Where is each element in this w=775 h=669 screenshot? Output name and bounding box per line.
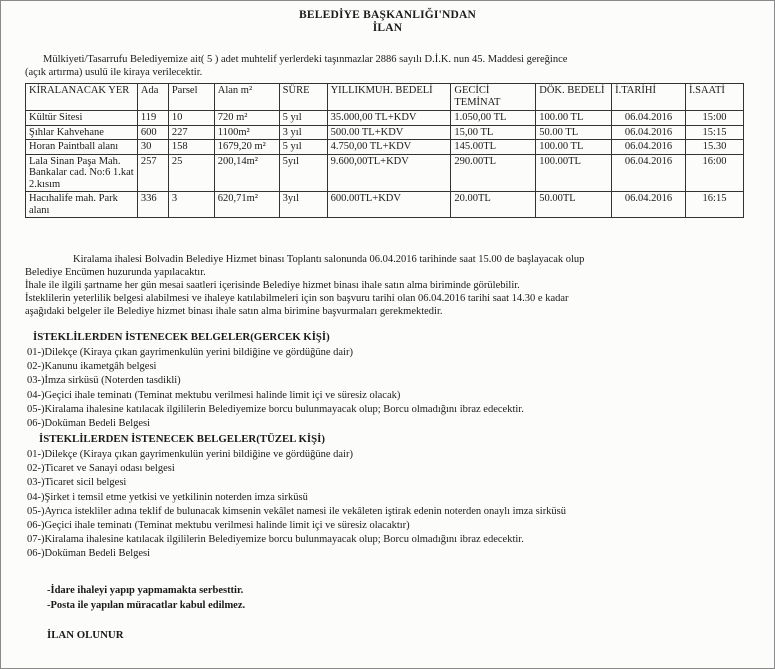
table-cell: 500.00 TL+KDV: [327, 125, 451, 140]
column-header: GECİCİ TEMİNAT: [451, 84, 536, 111]
table-cell: 9.600,00TL+KDV: [327, 154, 451, 192]
table-header-row: [26, 84, 744, 111]
table-row: [26, 154, 744, 192]
table-cell: 10: [168, 111, 214, 126]
table-cell: 620,71m²: [214, 192, 279, 218]
closing-statement: İLAN OLUNUR: [47, 629, 124, 641]
table-cell: 06.04.2016: [612, 192, 686, 218]
table-cell: 15.30: [686, 140, 744, 155]
tender-info-line: İhale ile ilgili şartname her gün mesai saatleri içerisinde Belediye hizmet binası ihale satın alma biriminde görülebilir.: [25, 280, 520, 291]
real-person-documents-list: [27, 346, 747, 431]
table-cell: Şıhlar Kahvehane: [26, 125, 138, 140]
table-cell: 100.00 TL: [536, 111, 612, 126]
list-item: 04-)Şirket i temsil etme yetkisi ve yetkilinin noterden imza sirküsü: [27, 491, 308, 503]
table-cell: 257: [137, 154, 168, 192]
table-cell: 3yıl: [279, 192, 327, 218]
table-cell: Hacıhalife mah. Park alanı: [26, 192, 138, 218]
table-cell: 600.00TL+KDV: [327, 192, 451, 218]
table-cell: Kültür Sitesi: [26, 111, 138, 126]
legal-entity-documents-list: [27, 448, 747, 562]
list-item: 07-)Kiralama ihalesine katılacak ilgililerin Belediyemize borcu bulunmayacak olup; Borcu olmadığını ibraz edecektir.: [27, 534, 524, 546]
table-cell: 5 yıl: [279, 111, 327, 126]
table-cell: 336: [137, 192, 168, 218]
table-cell: 600: [137, 125, 168, 140]
section-title-real-person: İSTEKLİLERDEN İSTENECEK BELGELER(GERCEK KİŞİ): [33, 331, 330, 343]
column-header: KİRALANACAK YER: [26, 84, 138, 111]
table-cell: 4.750,00 TL+KDV: [327, 140, 451, 155]
tender-info-line: Belediye Encümen huzurunda yapılacaktır.: [25, 267, 206, 278]
table-cell: 16:15: [686, 192, 744, 218]
intro-paragraph: [25, 53, 760, 79]
table-row: [26, 125, 744, 140]
table-cell: 50.00TL: [536, 192, 612, 218]
table-cell: Horan Paintball alanı: [26, 140, 138, 155]
table-cell: 06.04.2016: [612, 111, 686, 126]
list-item: 05-)Ayrıca istekliler adına teklif de bulunacak kimsenin vekâlet namesi ile vekâleten iştirak edenin noterden onaylı imza sirküsü: [27, 505, 567, 517]
table-row: [26, 192, 744, 218]
note-line: -Posta ile yapılan müracatlar kabul edilmez.: [47, 599, 246, 611]
table-cell: 158: [168, 140, 214, 155]
table-cell: 06.04.2016: [612, 154, 686, 192]
table-cell: 5yıl: [279, 154, 327, 192]
table-cell: 200,14m²: [214, 154, 279, 192]
intro-line: Mülkiyeti/Tasarrufu Belediyemize ait( 5 ) adet muhtelif yerlerdeki taşınmazlar 2886 sayılı D.İ.K. nun 45. Maddesi gereğince: [43, 54, 568, 65]
table-cell: 35.000,00 TL+KDV: [327, 111, 451, 126]
table-cell: 100.00TL: [536, 154, 612, 192]
intro-line: (açık artırma) usulü ile kiraya verilecektir.: [25, 67, 203, 78]
column-header: Alan m²: [214, 84, 279, 111]
table-cell: 20.00TL: [451, 192, 536, 218]
list-item: 06-)Geçici ihale teminatı (Teminat mektubu verilmesi halinde limit içi ve süresiz olacaktır): [27, 519, 410, 531]
tender-info-line: İsteklilerin yeterlilik belgesi alabilmesi ve ihaleye katılabilmeleri için son başvuru tarihi olan 06.04.2016 tarihi saat 14.30 e kadar: [25, 293, 569, 304]
document-subtitle: İLAN: [372, 22, 403, 34]
table-cell: 1.050,00 TL: [451, 111, 536, 126]
list-item: 06-)Doküman Bedeli Belgesi: [27, 417, 151, 429]
lease-table: [25, 83, 744, 218]
table-cell: 5 yıl: [279, 140, 327, 155]
table-cell: 119: [137, 111, 168, 126]
column-header: İ.TARİHİ: [612, 84, 686, 111]
list-item: 01-)Dilekçe (Kiraya çıkan gayrimenkulün yerini bildiğine ve gördüğüne dair): [27, 449, 353, 460]
list-item: 06-)Doküman Bedeli Belgesi: [27, 548, 151, 560]
list-item: 04-)Geçici ihale teminatı (Teminat mektubu verilmesi halinde limit içi ve süresiz olacak): [27, 389, 401, 401]
column-header: Ada: [137, 84, 168, 111]
column-header: SÜRE: [279, 84, 327, 111]
table-cell: Lala Sinan Paşa Mah. Bankalar cad. No:6 1.kat 2.kısım: [26, 154, 138, 192]
table-cell: 50.00 TL: [536, 125, 612, 140]
table-row: [26, 111, 744, 126]
note-line: -İdare ihaleyi yapıp yapmamakta serbesttir.: [47, 585, 244, 596]
table-cell: 06.04.2016: [612, 125, 686, 140]
table-cell: 30: [137, 140, 168, 155]
column-header: Parsel: [168, 84, 214, 111]
column-header: İ.SAATİ: [686, 84, 744, 111]
table-cell: 15,00 TL: [451, 125, 536, 140]
list-item: 02-)Ticaret ve Sanayi odası belgesi: [27, 463, 175, 475]
table-cell: 720 m²: [214, 111, 279, 126]
table-cell: 1679,20 m²: [214, 140, 279, 155]
table-cell: 227: [168, 125, 214, 140]
table-cell: 16:00: [686, 154, 744, 192]
document-title: BELEDİYE BAŞKANLIĞI'NDAN: [298, 9, 477, 21]
table-cell: 145.00TL: [451, 140, 536, 155]
table-row: [26, 140, 744, 155]
table-cell: 15:15: [686, 125, 744, 140]
notes: [47, 584, 245, 613]
table-cell: 15:00: [686, 111, 744, 126]
table-cell: 1100m²: [214, 125, 279, 140]
tender-info-paragraph: [25, 253, 760, 318]
table-cell: 3: [168, 192, 214, 218]
tender-info-line: aşağıdaki belgeler ile Belediye hizmet binası ihale satın alma birimine başvurmaları gerekmektedir.: [25, 306, 443, 317]
list-item: 03-)Ticaret sicil belgesi: [27, 477, 127, 489]
table-cell: 290.00TL: [451, 154, 536, 192]
table-cell: 06.04.2016: [612, 140, 686, 155]
table-cell: 100.00 TL: [536, 140, 612, 155]
list-item: 01-)Dilekçe (Kiraya çıkan gayrimenkulün yerini bildiğine ve gördüğüne dair): [27, 347, 353, 358]
list-item: 05-)Kiralama ihalesine katılacak ilgililerin Belediyemize borcu bulunmayacak olup; Borcu olmadığını ibraz edecektir.: [27, 403, 524, 415]
column-header: YILLIKMUH. BEDELİ: [327, 84, 451, 111]
column-header: DÖK. BEDELİ: [536, 84, 612, 111]
table-cell: 3 yıl: [279, 125, 327, 140]
list-item: 02-)Kanunu ikametgâh belgesi: [27, 361, 157, 373]
list-item: 03-)İmza sirküsü (Noterden tasdikli): [27, 375, 181, 387]
section-title-legal-entity: İSTEKLİLERDEN İSTENECEK BELGELER(TÜZEL KİŞİ): [39, 433, 325, 445]
tender-info-line: Kiralama ihalesi Bolvadin Belediye Hizmet binası Toplantı salonunda 06.04.2016 tarihinde saat 15.00 de başlayacak olup: [73, 254, 585, 265]
table-cell: 25: [168, 154, 214, 192]
